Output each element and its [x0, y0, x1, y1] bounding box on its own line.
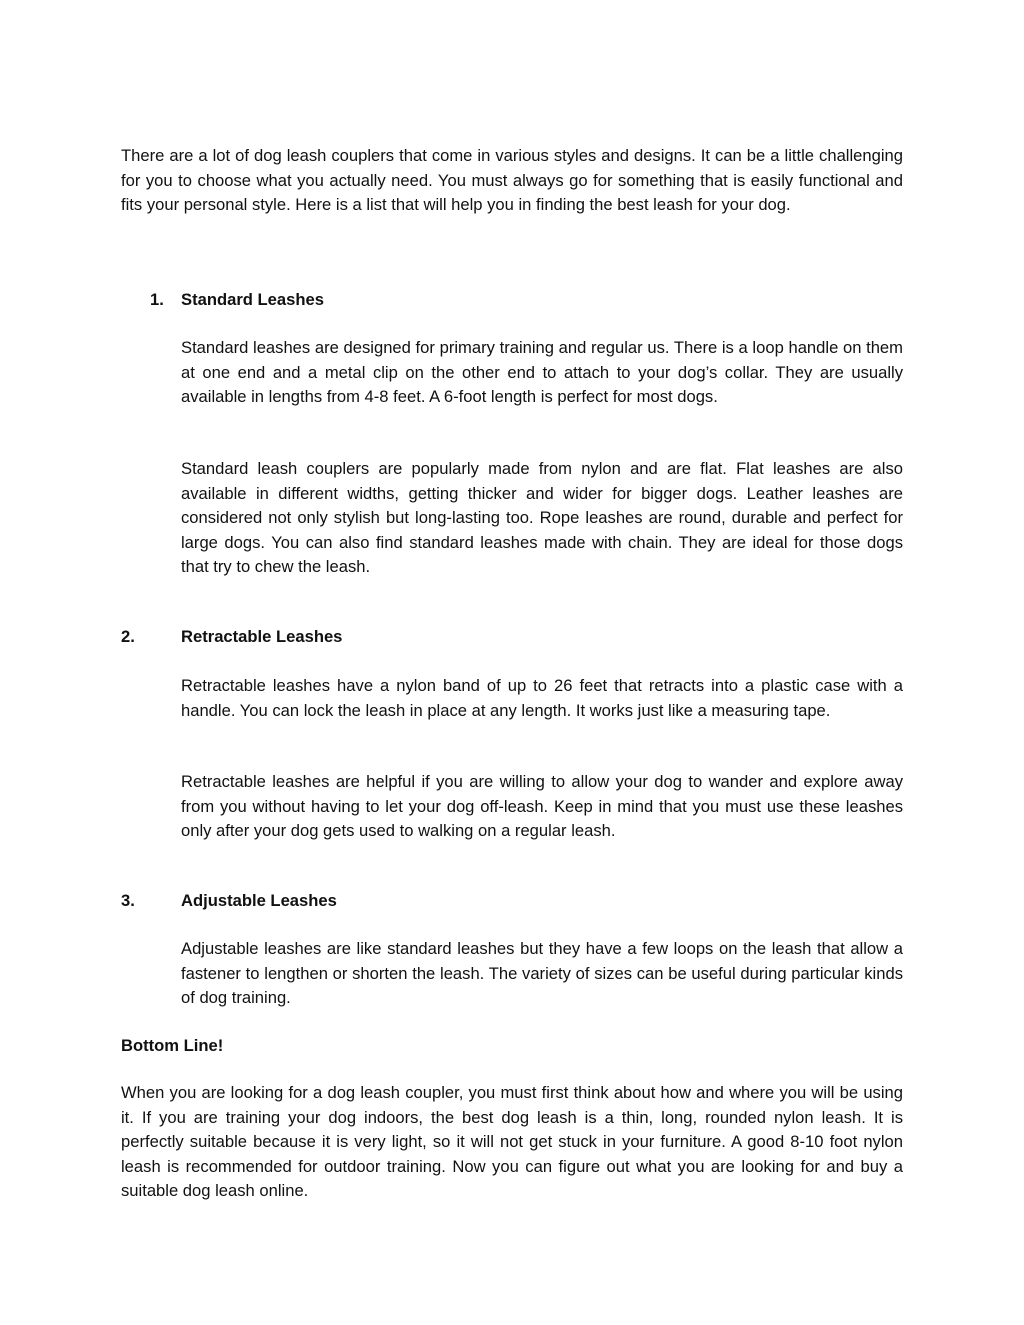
section-2-number: 2. — [121, 627, 135, 646]
section-3-number: 3. — [121, 891, 135, 910]
section-2-heading: Retractable Leashes — [181, 627, 343, 646]
section-3-heading: Adjustable Leashes — [181, 891, 337, 910]
section-1-heading: Standard Leashes — [181, 290, 324, 309]
section-2-paragraph-1: Retractable leashes have a nylon band of up to 26 feet that retracts into a plastic case with a handle. You can lock the leash in place at any length. It works just like a measuring tape. — [181, 676, 903, 720]
intro-paragraph: There are a lot of dog leash couplers that come in various styles and designs. It can be a little challenging for you to choose what you actually need. You must always go for something that is easily functional and fits your personal style. Here is a list that will help you in finding the best leash for your dog. — [121, 146, 903, 214]
section-1-paragraph-1: Standard leashes are designed for primary training and regular us. There is a loop handle on them at one end and a metal clip on the other end to attach to your dog’s collar. They are usually available in lengths from 4-8 feet. A 6-foot length is perfect for most dogs. — [181, 338, 903, 406]
conclusion-paragraph: When you are looking for a dog leash coupler, you must first think about how and where you will be using it. If you are training your dog indoors, the best dog leash is a thin, long, rounded nylon leash. It is perfectly suitable because it is very light, so it will not get stuck in your furniture. A good 8-10 foot nylon leash is recommended for outdoor training. Now you can figure out what you are looking for and buy a suitable dog leash online. — [121, 1083, 903, 1200]
conclusion-heading: Bottom Line! — [121, 1036, 224, 1055]
section-1-paragraph-2: Standard leash couplers are popularly made from nylon and are flat. Flat leashes are also available in different widths, getting thicker and wider for bigger dogs. Leather leashes are considered not only stylish but long-lasting too. Rope leashes are round, durable and perfect for large dogs. You can also find standard leashes made with chain. They are ideal for those dogs that try to chew the leash. — [181, 459, 903, 576]
section-3-paragraph-1: Adjustable leashes are like standard leashes but they have a few loops on the leash that allow a fastener to lengthen or shorten the leash. The variety of sizes can be useful during particular kinds of dog training. — [181, 939, 903, 1007]
section-2-paragraph-2: Retractable leashes are helpful if you are willing to allow your dog to wander and explore away from you without having to let your dog off-leash. Keep in mind that you must use these leashes only after your dog gets used to walking on a regular leash. — [181, 772, 903, 840]
section-1-number: 1. — [150, 290, 164, 309]
